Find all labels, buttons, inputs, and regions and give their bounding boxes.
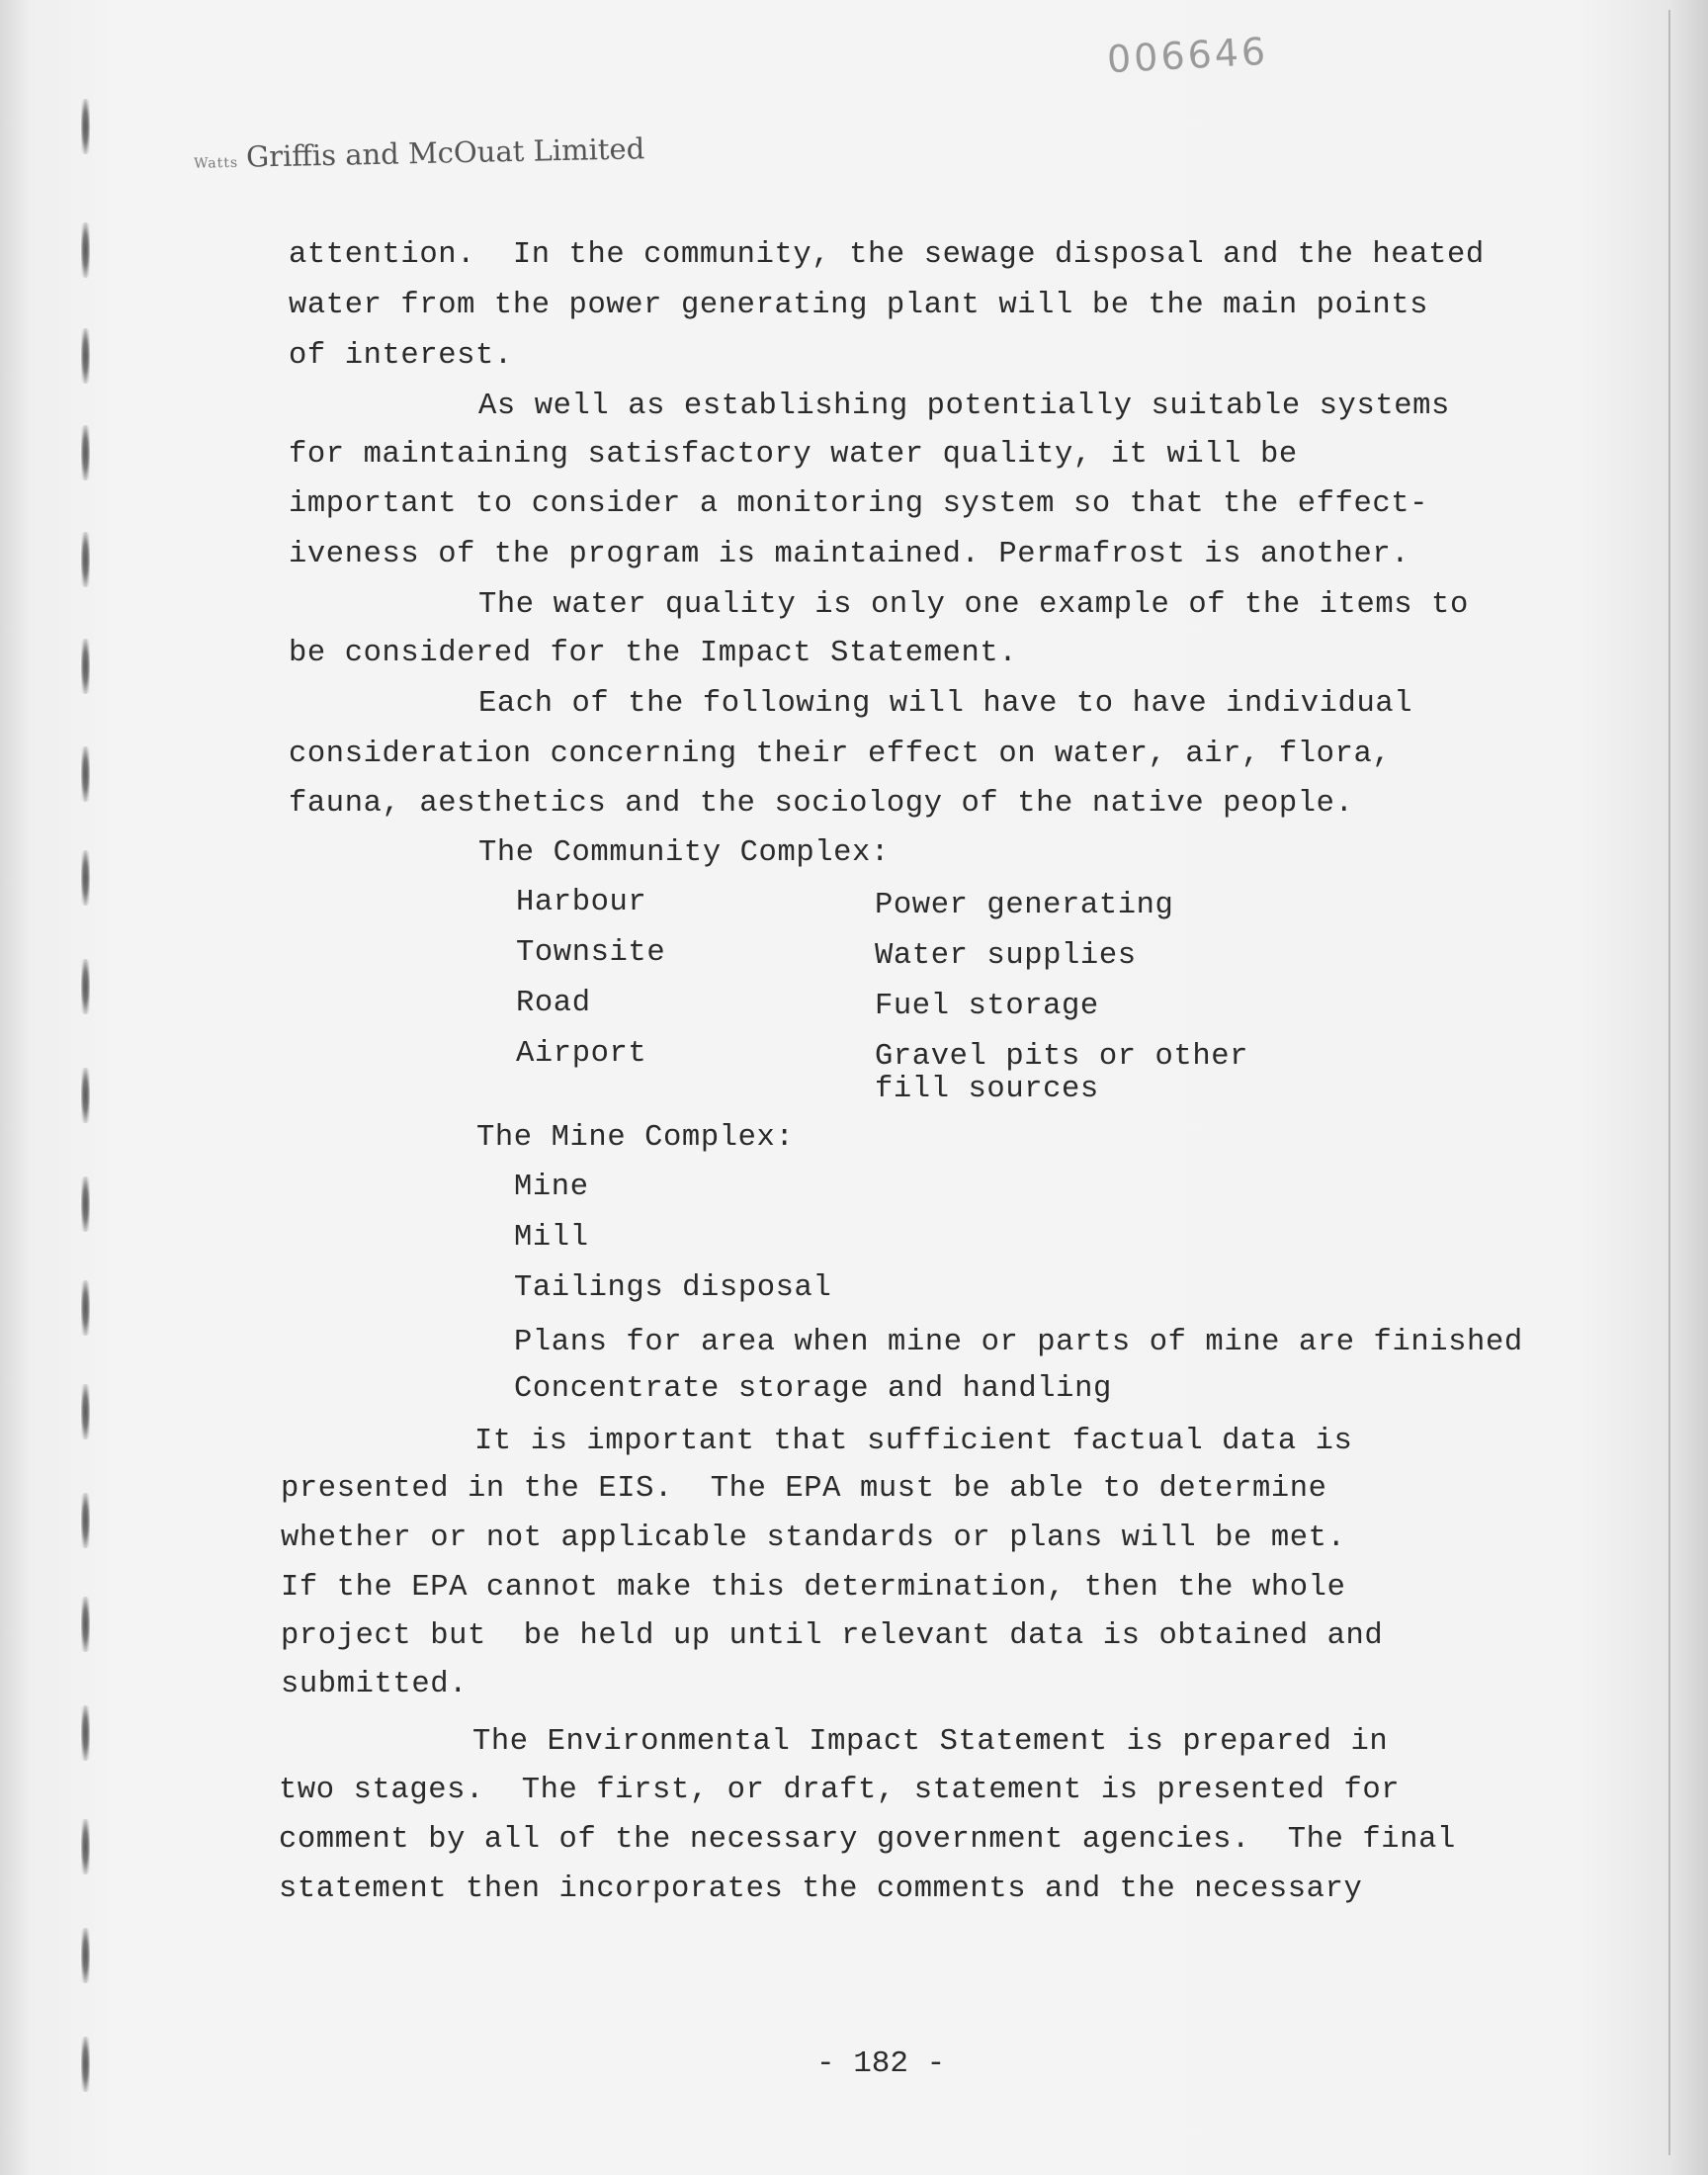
mine-item: Plans for area when mine or parts of mine are finished [514,1326,1523,1359]
document-stamp-number: 006646 [1105,29,1270,82]
body-line: Each of the following will have to have individual [478,687,1413,721]
binding-hole [81,1068,90,1123]
body-line: presented in the EIS. The EPA must be able to determine [281,1472,1327,1506]
binding-hole [81,222,90,278]
binding-hole [81,1597,90,1652]
binding-hole [81,328,90,384]
body-line: comment by all of the necessary government agencies. The final [279,1823,1456,1857]
binding-hole [81,639,90,694]
body-line: water from the power generating plant will be the main points [289,289,1429,322]
binding-hole [81,1384,90,1439]
body-line: If the EPA cannot make this determination, then the whole [281,1571,1346,1605]
body-line: iveness of the program is maintained. Permafrost is another. [289,538,1410,571]
mine-item: Concentrate storage and handling [514,1372,1112,1406]
page-edge-shadow [1668,10,1670,2155]
community-complex-heading: The Community Complex: [478,836,890,870]
binding-hole [81,1928,90,1983]
mine-item: Mine [514,1171,589,1204]
letterhead [194,131,645,175]
community-item: Gravel pits or other [875,1040,1249,1074]
body-line: consideration concerning their effect on water, air, flora, [289,738,1392,771]
community-item: Airport [516,1037,647,1071]
letterhead-prefix: Watts [194,154,239,172]
body-line: be considered for the Impact Statement. [289,637,1018,670]
body-line: project but be held up until relevant data is obtained and [281,1619,1384,1653]
body-line: As well as establishing potentially suitable systems [478,390,1450,423]
mine-item: Mill [514,1221,589,1255]
binding-hole [81,1705,90,1761]
binding-hole [81,425,90,480]
binding-holes [81,99,97,2135]
body-line: whether or not applicable standards or plans will be met. [281,1522,1346,1555]
body-line: fauna, aesthetics and the sociology of the native people. [289,787,1354,821]
binding-hole [81,1819,90,1874]
body-line: It is important that sufficient factual data is [474,1425,1353,1458]
body-line: The Environmental Impact Statement is prepared in [472,1725,1389,1759]
body-line: for maintaining satisfactory water quality, it will be [289,438,1298,472]
body-line: two stages. The first, or draft, statement is presented for [279,1774,1401,1807]
community-item: Townsite [516,936,666,970]
binding-hole [81,99,90,154]
binding-hole [81,746,90,802]
body-line: important to consider a monitoring system so that the effect- [289,487,1429,521]
binding-hole [81,959,90,1014]
binding-hole [81,1176,90,1232]
community-item: Harbour [516,886,647,919]
binding-hole [81,532,90,587]
binding-hole [81,1493,90,1548]
letterhead-company: Griffis and McOuat Limited [245,131,645,174]
community-item: Water supplies [875,939,1137,973]
binding-hole [81,1280,90,1336]
body-line: The water quality is only one example of the items to [478,588,1469,622]
community-item: Road [516,987,591,1020]
mine-item: Tailings disposal [514,1271,832,1305]
body-line: statement then incorporates the comments and the necessary [279,1872,1363,1906]
mine-complex-heading: The Mine Complex: [476,1121,795,1155]
binding-hole [81,850,90,906]
page-number: - 182 - [816,2046,946,2081]
body-line: attention. In the community, the sewage disposal and the heated [289,238,1485,272]
community-item: Power generating [875,889,1174,922]
body-line: submitted. [281,1668,469,1701]
binding-hole [81,2037,90,2092]
body-line: of interest. [289,339,513,373]
community-item: fill sources [875,1073,1099,1106]
community-item: Fuel storage [875,990,1099,1023]
